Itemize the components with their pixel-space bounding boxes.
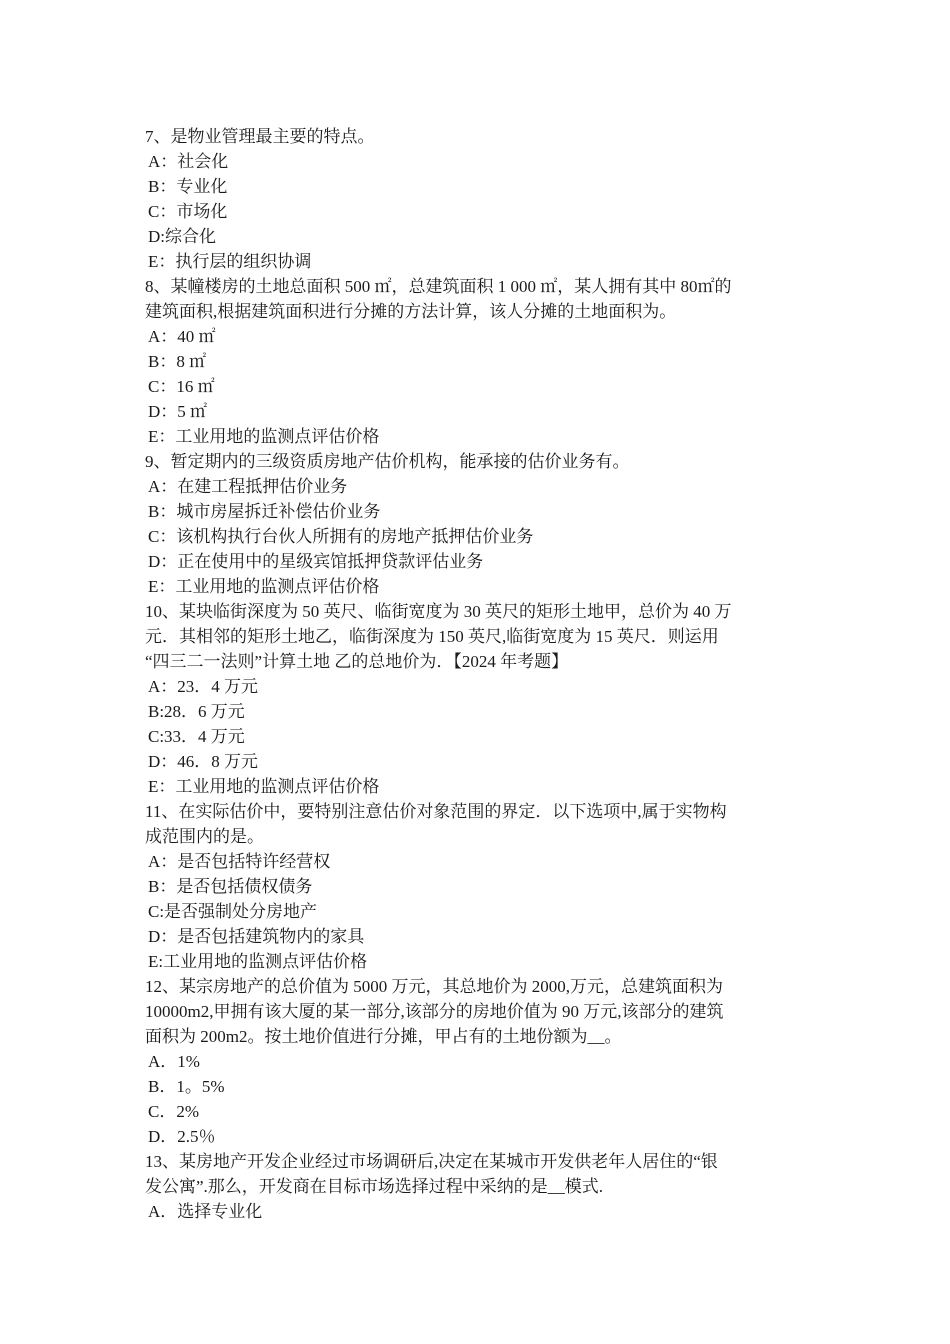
question-text: 11、在实际估价中，要特别注意估价对象范围的界定．以下选项中,属于实物构: [145, 802, 727, 821]
question-text: 10、某块临街深度为 50 英尺、临街宽度为 30 英尺的矩形土地甲，总价为 40 万: [145, 602, 732, 621]
question-text: 元．其相邻的矩形土地乙，临街深度为 150 英尺,临街宽度为 15 英尺．则运用: [145, 627, 719, 646]
answer-option: A：社会化: [148, 152, 229, 171]
answer-option: C:33．4 万元: [148, 727, 245, 746]
answer-option: B:28．6 万元: [148, 702, 245, 721]
answer-option: D：46．8 万元: [148, 752, 259, 771]
answer-option: A：40 ㎡: [148, 327, 216, 346]
question-text: 面积为 200m2。按土地价值进行分摊，甲占有的土地份额为__。: [145, 1027, 622, 1046]
question-text: 发公寓”.那么，开发商在目标市场选择过程中采纳的是__模式.: [145, 1177, 604, 1196]
question-text: 成范围内的是。: [145, 827, 264, 846]
answer-option: E：工业用地的监测点评估价格: [148, 427, 380, 446]
question-text: 13、某房地产开发企业经过市场调研后,决定在某城市开发供老年人居住的“银: [145, 1152, 718, 1171]
answer-option: D．2.5％: [148, 1127, 216, 1146]
answer-option: A．1%: [148, 1052, 200, 1071]
answer-option: E：工业用地的监测点评估价格: [148, 777, 380, 796]
answer-option: D：是否包括建筑物内的家具: [148, 927, 365, 946]
answer-option: B．1。5%: [148, 1077, 225, 1096]
answer-option: B：8 ㎡: [148, 352, 207, 371]
question-text: 7、是物业管理最主要的特点。: [145, 127, 375, 146]
answer-option: B：是否包括债权债务: [148, 877, 313, 896]
answer-option: E:工业用地的监测点评估价格: [148, 952, 368, 971]
question-text: 建筑面积,根据建筑面积进行分摊的方法计算，该人分摊的土地面积为。: [145, 302, 677, 321]
question-text: 9、暂定期内的三级资质房地产估价机构，能承接的估价业务有。: [145, 452, 630, 471]
answer-option: C：市场化: [148, 202, 228, 221]
answer-option: A：在建工程抵押估价业务: [148, 477, 348, 496]
answer-option: C：16 ㎡: [148, 377, 215, 396]
answer-option: D：5 ㎡: [148, 402, 208, 421]
answer-option: E：执行层的组织协调: [148, 252, 312, 271]
answer-option: D:综合化: [148, 227, 216, 246]
answer-option: A：是否包括特许经营权: [148, 852, 331, 871]
answer-option: A．选择专业化: [148, 1202, 263, 1221]
answer-option: C．2%: [148, 1102, 199, 1121]
question-text: 8、某幢楼房的土地总面积 500 ㎡，总建筑面积 1 000 ㎡，某人拥有其中 80㎡的: [145, 277, 732, 296]
answer-option: C:是否强制处分房地产: [148, 902, 318, 921]
answer-option: A：23．4 万元: [148, 677, 259, 696]
question-text: 12、某宗房地产的总价值为 5000 万元，其总地价为 2000,万元，总建筑面积为: [145, 977, 723, 996]
question-text: “四三二一法则”计算土地 乙的总地价为．【2024 年考题】: [145, 652, 569, 671]
document-page: [145, 124, 810, 1224]
answer-option: B：专业化: [148, 177, 228, 196]
question-text: 10000m2,甲拥有该大厦的某一部分,该部分的房地价值为 90 万元,该部分的建筑: [145, 1002, 724, 1021]
answer-option: D：正在使用中的星级宾馆抵押贷款评估业务: [148, 552, 484, 571]
answer-option: B：城市房屋拆迁补偿估价业务: [148, 502, 381, 521]
answer-option: C：该机构执行台伙人所拥有的房地产抵押估价业务: [148, 527, 534, 546]
answer-option: E：工业用地的监测点评估价格: [148, 577, 380, 596]
